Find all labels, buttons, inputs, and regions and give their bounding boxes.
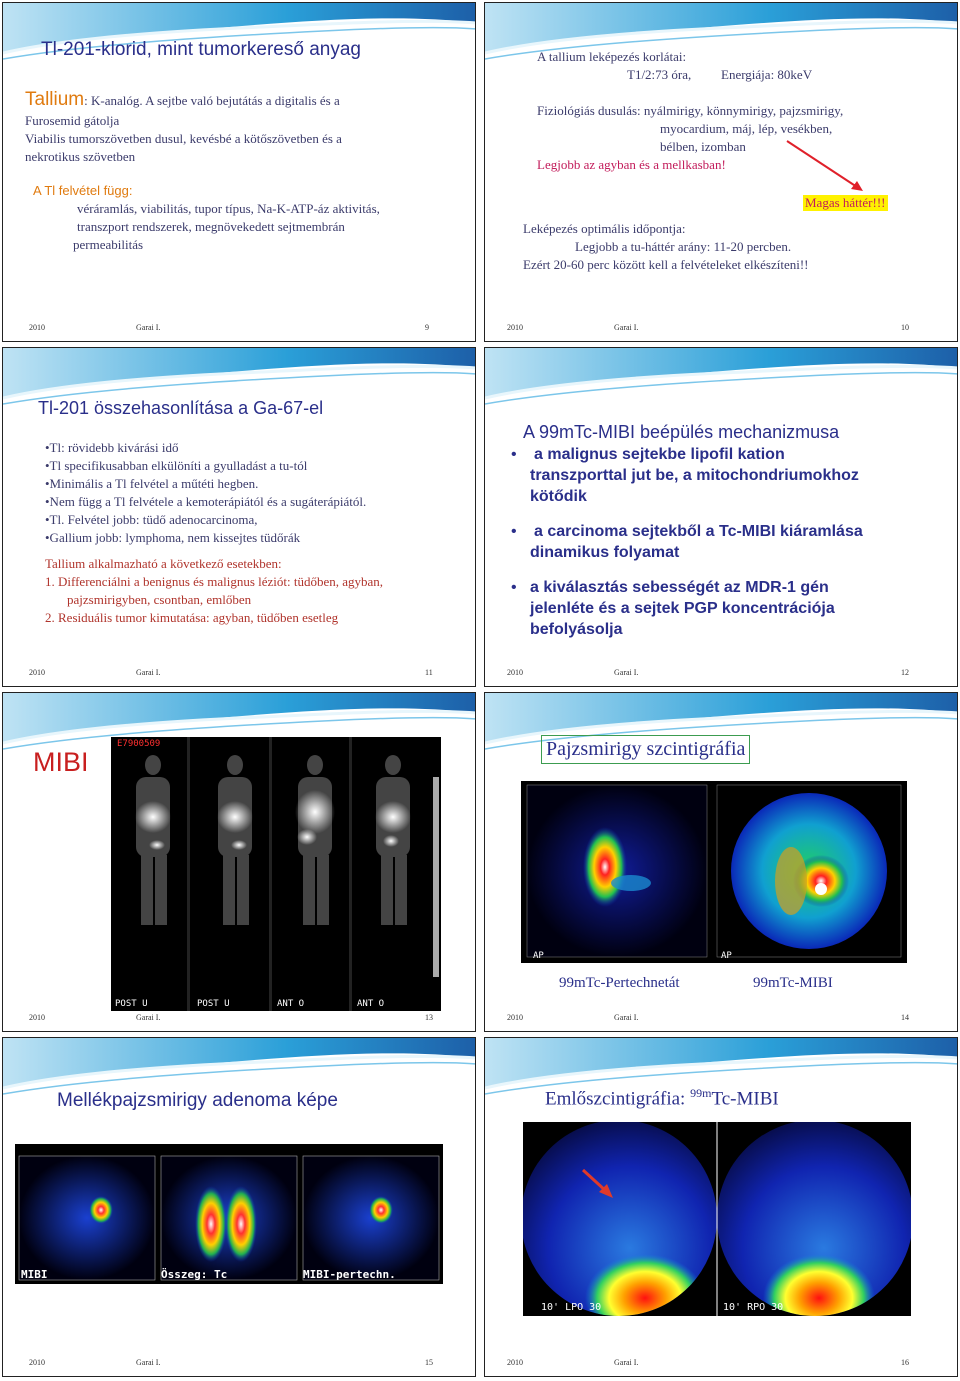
bullet: transzporttal jut be, a mitochondriumokhoz: [530, 467, 859, 484]
slide-banner: [485, 348, 958, 410]
slide-10: [484, 2, 958, 342]
bullet: •Tl: rövidebb kivárási idő: [45, 440, 179, 455]
bullet: •Gallium jobb: lymphoma, nem kissejtes tüdőrák: [45, 530, 301, 545]
high-background-badge: Magas háttér!!!: [805, 195, 886, 210]
slide-12: [484, 347, 958, 687]
footer-author: Garai I.: [614, 668, 639, 677]
text-line: transzport rendszerek, megnövekedett sejtmembrán: [77, 219, 345, 234]
slide-title: Mellékpajzsmirigy adenoma képe: [57, 1090, 338, 1111]
bullet-dot: •: [511, 579, 517, 596]
text-line: véráramlás, viabilitás, tupor típus, Na-K-ATP-áz aktivitás,: [77, 201, 380, 216]
caption: 99mTc-Pertechnetát: [559, 975, 680, 991]
text-line: 2. Residuális tumor kimutatása: agyban, tüdőben esetleg: [45, 610, 339, 625]
title-part: Emlőszcintigráfia:: [545, 1088, 691, 1110]
scan-label: MIBI-pertechn.: [303, 1268, 396, 1281]
scan-label: MIBI: [21, 1268, 48, 1281]
slide-11: [2, 347, 476, 687]
title-sup: 99m: [690, 1086, 712, 1100]
text-line: Energiája: 80keV: [721, 67, 813, 82]
bullet: befolyásolja: [530, 621, 623, 638]
footer-year: 2010: [507, 323, 523, 332]
slide-14: [484, 692, 958, 1032]
slide-number: 15: [425, 1358, 433, 1367]
footer-year: 2010: [29, 1013, 45, 1022]
thyroid-scan-panel: [521, 781, 907, 963]
scan-label: POST U: [197, 999, 230, 1009]
scan-label: 10' LPO 30: [541, 1302, 602, 1313]
text-line: nekrotikus szövetben: [25, 149, 136, 164]
text-line: Ezért 20-60 perc között kell a felvételeket elkészíteni!!: [523, 257, 809, 272]
slide-title: Tl-201-klorid, mint tumorkereső anyag: [41, 39, 361, 60]
scan-label: POST U: [115, 999, 148, 1009]
bullet-dot: •: [511, 523, 517, 540]
footer-year: 2010: [29, 1358, 45, 1367]
text-line: Furosemid gátolja: [25, 113, 120, 128]
text-line: Leképezés optimális időpontja:: [523, 221, 686, 236]
footer-author: Garai I.: [136, 1358, 161, 1367]
text-line: Legjobb a tu-háttér arány: 11-20 percben.: [575, 239, 792, 254]
footer-author: Garai I.: [136, 668, 161, 677]
footer-author: Garai I.: [614, 1013, 639, 1022]
whole-body-scan: [111, 737, 441, 1011]
text-line: 1. Differenciálni a benignus és malignus léziót: tüdőben, agyban,: [45, 574, 384, 589]
slide-title: MIBI: [33, 747, 89, 777]
slide-number: 10: [901, 323, 909, 332]
text-line: Viabilis tumorszövetben dusul, kevésbé a kötőszövetben és a: [25, 131, 342, 146]
slide-number: 9: [425, 323, 429, 332]
footer-year: 2010: [507, 668, 523, 677]
slide-number: 13: [425, 1013, 433, 1022]
view-label: AP: [721, 951, 732, 961]
dependency-heading: A Tl felvétel függ:: [33, 183, 133, 198]
breast-scan-panel: [523, 1122, 911, 1316]
adenoma-scan-panel: [15, 1144, 443, 1284]
tallium-word: Tallium: [25, 89, 85, 110]
footer-author: Garai I.: [614, 1358, 639, 1367]
bullet: •Tl. Felvétel jobb: tüdő adenocarcinoma,: [45, 512, 258, 527]
slide-title: Tl-201 összehasonlítása a Ga-67-el: [38, 398, 324, 418]
slide-number: 16: [901, 1358, 909, 1367]
bullet-dot: •: [511, 446, 517, 463]
text-line: myocardium, máj, lép, vesékben,: [660, 121, 833, 136]
bullet: •Minimális a Tl felvétel a műtéti hegben.: [45, 476, 259, 491]
slide-title: [545, 1086, 779, 1110]
footer-year: 2010: [507, 1013, 523, 1022]
text-line: Fiziológiás dusulás: nyálmirigy, könnymirigy, pajzsmirigy,: [537, 103, 844, 118]
thyroid-scans: [521, 781, 907, 963]
slide-9: [2, 2, 476, 342]
text-line: bélben, izomban: [660, 139, 746, 154]
slide-title: Pajzsmirigy szcintigráfia: [541, 735, 750, 764]
bullet: •Tl specifikusabban elkülöníti a gyulladást a tu-tól: [45, 458, 308, 473]
bullet: dinamikus folyamat: [530, 544, 680, 561]
slide-15: [2, 1037, 476, 1377]
bullet: a malignus sejtekbe lipofil kation: [534, 446, 785, 463]
scan-label: 10' RPO 30: [723, 1302, 784, 1313]
slide-16: [484, 1037, 958, 1377]
title-part: Tc-MIBI: [711, 1088, 779, 1110]
bullet: a kiválasztás sebességét az MDR-1 gén: [530, 579, 829, 596]
slide-number: 11: [425, 668, 433, 677]
scan-label: Összeg: Tc: [161, 1268, 228, 1281]
tallium-line: [25, 89, 340, 111]
slide-number: 12: [901, 668, 909, 677]
footer-author: Garai I.: [136, 1013, 161, 1022]
bullet: kötődik: [530, 488, 587, 505]
caption: 99mTc-MIBI: [753, 975, 833, 991]
footer-year: 2010: [29, 668, 45, 677]
text-line: Tallium alkalmazható a következő esetekben:: [45, 556, 282, 571]
breast-scans: [523, 1122, 911, 1316]
footer-author: Garai I.: [136, 323, 161, 332]
adenoma-scans: [15, 1144, 443, 1284]
highlight-line: Legjobb az agyban és a mellkasban!: [537, 157, 726, 172]
view-label: AP: [533, 951, 544, 961]
body-scan-figures: [111, 737, 441, 1011]
footer-author: Garai I.: [614, 323, 639, 332]
arrow-icon: [781, 135, 871, 195]
text-line: : K-analóg. A sejtbe való bejutátás a digitalis és a: [84, 93, 340, 108]
slide-13: [2, 692, 476, 1032]
slide-number: 14: [901, 1013, 909, 1022]
scan-label: ANT O: [357, 999, 385, 1009]
bullet: a carcinoma sejtekből a Tc-MIBI kiáramlása: [534, 523, 863, 540]
footer-year: 2010: [29, 323, 45, 332]
text-line: permeabilitás: [73, 237, 144, 252]
scan-label: ANT O: [277, 999, 305, 1009]
text-line: A tallium leképezés korlátai:: [537, 49, 687, 64]
bullet: jelenléte és a sejtek PGP koncentrációja: [530, 600, 835, 617]
slide-title: A 99mTc-MIBI beépülés mechanizmusa: [523, 422, 840, 442]
text-line: T1/2:73 óra,: [627, 67, 692, 82]
text-line: pajzsmirigyben, csontban, emlőben: [67, 592, 252, 607]
scan-id: E7900509: [117, 739, 161, 749]
footer-year: 2010: [507, 1358, 523, 1367]
bullet: •Nem függ a Tl felvétele a kemoterápiától és a sugáterápiától.: [45, 494, 367, 509]
